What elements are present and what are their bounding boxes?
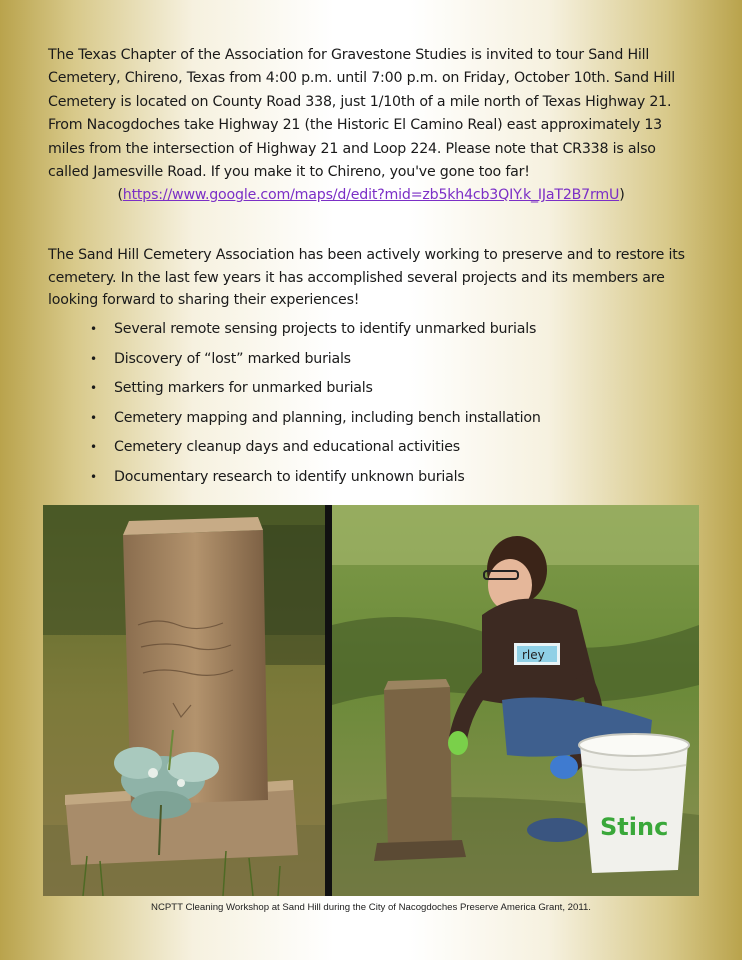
headstone-photo bbox=[43, 505, 325, 896]
list-item: • Cemetery mapping and planning, including bench installation bbox=[90, 407, 541, 437]
photo-pair bbox=[43, 505, 699, 896]
list-item: • Discovery of “lost” marked burials bbox=[90, 348, 541, 378]
bullet-icon: • bbox=[90, 381, 97, 396]
svg-text:rley: rley bbox=[522, 648, 545, 662]
bullet-icon: • bbox=[90, 469, 97, 484]
link-open-paren: ( bbox=[117, 187, 123, 203]
list-item: • Setting markers for unmarked burials bbox=[90, 377, 541, 407]
photo-caption: NCPTT Cleaning Workshop at Sand Hill during the City of Nacogdoches Preserve America Grant, 2011. bbox=[151, 902, 591, 913]
bucket-icon bbox=[579, 734, 689, 873]
map-link-line bbox=[0, 184, 742, 207]
project-list bbox=[90, 318, 541, 496]
bullet-icon: • bbox=[90, 440, 97, 455]
list-item: • Documentary research to identify unknown burials bbox=[90, 466, 541, 496]
bucket-label: Stinc bbox=[600, 813, 669, 841]
intro-paragraph: The Texas Chapter of the Association for Gravestone Studies is invited to tour Sand Hill Cemetery, Chireno, Texas from 4:00 p.m. until 7:00 p.m. on Friday, October 10th. Sand Hill Cemetery is located on County Road 338, just 1/10th of a mile north of Texas Highway 21. From Nacogdoches take Highway 21 (the Historic El Camino Real) east approximately 13 miles from the intersection of Highway 21 and Loop 224. Please note that CR338 is also called Jamesville Road. If you make it to Chireno, you've gone too far! bbox=[48, 47, 675, 181]
list-item: • Cemetery cleanup days and educational activities bbox=[90, 436, 541, 466]
bullet-icon: • bbox=[90, 351, 97, 366]
list-item: • Several remote sensing projects to identify unmarked burials bbox=[90, 318, 541, 348]
google-maps-link[interactable]: https://www.google.com/maps/d/edit?mid=zb5kh4cb3QIY.k_IJaT2B7rmU bbox=[122, 187, 620, 203]
bullet-icon: • bbox=[90, 410, 97, 425]
bullet-icon: • bbox=[90, 322, 97, 336]
cleaning-workshop-photo bbox=[332, 505, 699, 896]
association-paragraph: The Sand Hill Cemetery Association has been actively working to preserve and to restore its cemetery. In the last few years it has accomplished several projects and its members are looking forward to sharing their experiences! bbox=[48, 247, 685, 308]
link-close-paren: ) bbox=[619, 187, 625, 203]
